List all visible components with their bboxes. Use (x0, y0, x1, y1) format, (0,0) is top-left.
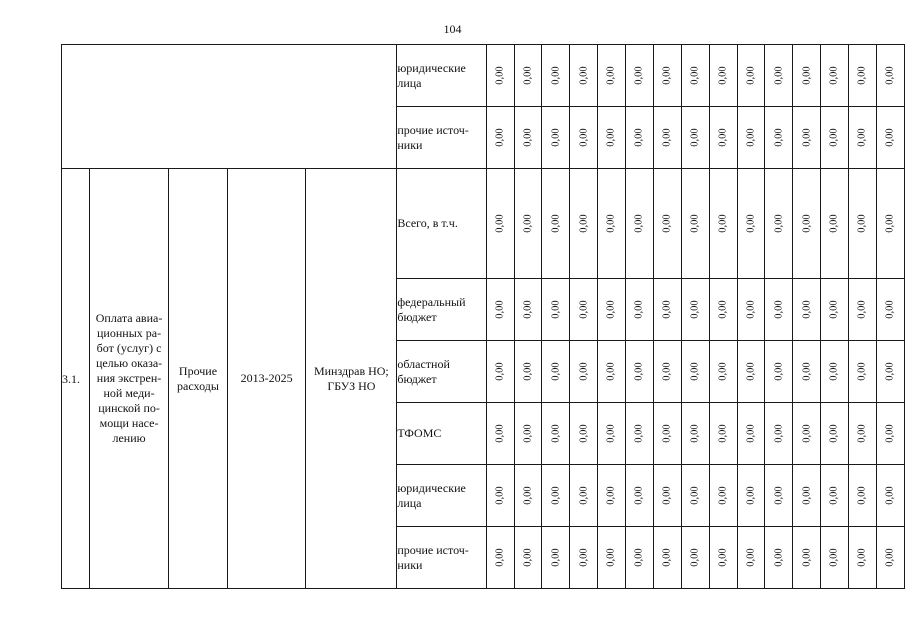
value-text: 0,00 (689, 424, 701, 443)
value-text: 0,00 (606, 486, 618, 505)
value-text: 0,00 (773, 362, 785, 381)
value-cell (793, 279, 821, 341)
value-cell (626, 279, 654, 341)
value-cell (626, 465, 654, 527)
value-cell (598, 169, 626, 279)
value-text: 0,00 (550, 214, 562, 233)
value-text: 0,00 (745, 66, 757, 85)
value-text: 0,00 (745, 300, 757, 319)
value-text: 0,00 (634, 128, 646, 147)
value-cell (486, 341, 514, 403)
value-cell (821, 107, 849, 169)
value-text: 0,00 (550, 128, 562, 147)
value-text: 0,00 (773, 548, 785, 567)
value-cell (570, 107, 598, 169)
value-cell (876, 169, 904, 279)
value-cell (765, 527, 793, 589)
value-text: 0,00 (634, 486, 646, 505)
value-text: 0,00 (578, 486, 590, 505)
item-index-cell (62, 169, 90, 589)
value-cell (653, 169, 681, 279)
value-cell (570, 527, 598, 589)
value-cell (486, 527, 514, 589)
value-cell (737, 527, 765, 589)
value-cell (765, 341, 793, 403)
value-cell (626, 107, 654, 169)
value-cell (570, 45, 598, 107)
value-cell (681, 403, 709, 465)
value-text: 0,00 (522, 486, 534, 505)
value-cell (765, 465, 793, 527)
value-cell (626, 45, 654, 107)
page-number: 104 (443, 22, 462, 36)
funding-source-cell (397, 341, 486, 403)
value-text: 0,00 (661, 214, 673, 233)
value-text: 0,00 (745, 424, 757, 443)
value-text: 0,00 (829, 548, 841, 567)
value-cell (681, 45, 709, 107)
merged-continuation-cell (62, 45, 397, 169)
value-text: 0,00 (801, 362, 813, 381)
value-text: 0,00 (522, 66, 534, 85)
value-cell (709, 341, 737, 403)
funding-source-label: прочие источ-ники (397, 542, 469, 572)
funding-source-label: юридические лица (397, 480, 466, 510)
value-cell (598, 341, 626, 403)
funding-source-cell (397, 403, 486, 465)
value-cell (514, 169, 542, 279)
value-cell (486, 465, 514, 527)
value-cell (598, 403, 626, 465)
value-cell (681, 169, 709, 279)
value-text: 0,00 (522, 128, 534, 147)
value-cell (793, 527, 821, 589)
value-cell (737, 45, 765, 107)
value-cell (542, 279, 570, 341)
value-cell (821, 169, 849, 279)
item-title-cell (90, 169, 169, 589)
value-text: 0,00 (661, 66, 673, 85)
value-text: 0,00 (801, 128, 813, 147)
value-cell (821, 465, 849, 527)
value-text: 0,00 (884, 214, 896, 233)
value-text: 0,00 (661, 424, 673, 443)
value-cell (737, 403, 765, 465)
value-cell (681, 527, 709, 589)
value-text: 0,00 (829, 362, 841, 381)
value-cell (514, 465, 542, 527)
value-text: 0,00 (578, 362, 590, 381)
value-text: 0,00 (689, 548, 701, 567)
value-text: 0,00 (494, 424, 506, 443)
value-cell (542, 527, 570, 589)
value-cell (598, 279, 626, 341)
value-cell (876, 107, 904, 169)
value-text: 0,00 (522, 424, 534, 443)
value-cell (876, 465, 904, 527)
item-index-cell-text: 3.1. (62, 371, 80, 386)
value-cell (514, 107, 542, 169)
value-cell (849, 279, 877, 341)
value-cell (681, 107, 709, 169)
value-cell (709, 527, 737, 589)
value-text: 0,00 (829, 424, 841, 443)
value-text: 0,00 (829, 300, 841, 319)
value-text: 0,00 (606, 128, 618, 147)
value-text: 0,00 (829, 214, 841, 233)
executors-cell-text: Минздрав НО; ГБУЗ НО (313, 363, 389, 393)
value-text: 0,00 (634, 66, 646, 85)
value-cell (681, 465, 709, 527)
value-cell (542, 169, 570, 279)
value-text: 0,00 (634, 548, 646, 567)
value-text: 0,00 (494, 362, 506, 381)
value-text: 0,00 (829, 486, 841, 505)
funding-source-cell (397, 169, 486, 279)
value-cell (681, 341, 709, 403)
value-cell (876, 403, 904, 465)
value-text: 0,00 (494, 486, 506, 505)
value-cell (514, 341, 542, 403)
value-text: 0,00 (634, 214, 646, 233)
value-cell (626, 341, 654, 403)
value-text: 0,00 (578, 424, 590, 443)
period-cell (227, 169, 305, 589)
value-text: 0,00 (689, 486, 701, 505)
value-text: 0,00 (494, 300, 506, 319)
value-text: 0,00 (606, 214, 618, 233)
value-text: 0,00 (745, 214, 757, 233)
value-cell (514, 279, 542, 341)
value-text: 0,00 (689, 300, 701, 319)
executors-cell (306, 169, 397, 589)
value-cell (570, 465, 598, 527)
value-cell (765, 403, 793, 465)
value-cell (709, 279, 737, 341)
value-text: 0,00 (578, 66, 590, 85)
funding-source-cell (397, 279, 486, 341)
value-cell (765, 107, 793, 169)
value-text: 0,00 (884, 128, 896, 147)
value-cell (626, 527, 654, 589)
value-text: 0,00 (884, 300, 896, 319)
funding-source-label: федеральный бюджет (397, 294, 466, 324)
value-text: 0,00 (634, 300, 646, 319)
value-cell (737, 107, 765, 169)
value-cell (542, 465, 570, 527)
value-cell (486, 279, 514, 341)
value-text: 0,00 (661, 128, 673, 147)
value-cell (570, 279, 598, 341)
value-text: 0,00 (884, 424, 896, 443)
value-cell (626, 403, 654, 465)
funding-source-cell (397, 45, 486, 107)
value-text: 0,00 (550, 486, 562, 505)
value-cell (709, 107, 737, 169)
value-text: 0,00 (801, 548, 813, 567)
value-text: 0,00 (829, 66, 841, 85)
value-text: 0,00 (801, 300, 813, 319)
value-text: 0,00 (661, 548, 673, 567)
value-cell (793, 403, 821, 465)
value-text: 0,00 (689, 214, 701, 233)
value-text: 0,00 (829, 128, 841, 147)
value-text: 0,00 (606, 424, 618, 443)
value-text: 0,00 (773, 486, 785, 505)
value-cell (598, 45, 626, 107)
value-cell (709, 169, 737, 279)
value-text: 0,00 (494, 66, 506, 85)
value-text: 0,00 (522, 362, 534, 381)
value-cell (486, 169, 514, 279)
value-cell (821, 45, 849, 107)
value-cell (793, 465, 821, 527)
value-cell (570, 403, 598, 465)
value-text: 0,00 (578, 300, 590, 319)
value-cell (653, 341, 681, 403)
value-cell (542, 107, 570, 169)
value-text: 0,00 (550, 66, 562, 85)
value-text: 0,00 (494, 548, 506, 567)
value-text: 0,00 (801, 424, 813, 443)
value-cell (542, 403, 570, 465)
value-cell (737, 279, 765, 341)
value-text: 0,00 (717, 66, 729, 85)
value-text: 0,00 (606, 362, 618, 381)
value-cell (598, 527, 626, 589)
value-text: 0,00 (717, 362, 729, 381)
value-text: 0,00 (550, 300, 562, 319)
value-cell (849, 169, 877, 279)
item-title-cell-text: Оплата авиа-ционных ра-бот (услуг) с целью оказа-ния экстрен-ной меди-цинской по-мощи насе-лению (95, 311, 163, 445)
funding-source-label: прочие источ-ники (397, 122, 469, 152)
value-text: 0,00 (550, 548, 562, 567)
value-text: 0,00 (494, 128, 506, 147)
value-text: 0,00 (857, 424, 869, 443)
value-text: 0,00 (522, 300, 534, 319)
value-text: 0,00 (661, 300, 673, 319)
value-cell (876, 279, 904, 341)
table-row (62, 169, 905, 279)
value-cell (486, 107, 514, 169)
value-cell (849, 465, 877, 527)
value-text: 0,00 (717, 214, 729, 233)
value-text: 0,00 (578, 128, 590, 147)
value-cell (514, 527, 542, 589)
value-text: 0,00 (745, 362, 757, 381)
value-text: 0,00 (606, 300, 618, 319)
value-text: 0,00 (745, 128, 757, 147)
value-cell (765, 279, 793, 341)
value-cell (653, 45, 681, 107)
value-cell (542, 341, 570, 403)
value-cell (793, 341, 821, 403)
value-text: 0,00 (884, 486, 896, 505)
value-cell (514, 45, 542, 107)
value-cell (486, 45, 514, 107)
value-text: 0,00 (801, 214, 813, 233)
value-text: 0,00 (689, 66, 701, 85)
value-cell (486, 403, 514, 465)
value-text: 0,00 (884, 548, 896, 567)
value-cell (765, 45, 793, 107)
value-cell (653, 107, 681, 169)
value-text: 0,00 (606, 548, 618, 567)
value-text: 0,00 (801, 66, 813, 85)
value-text: 0,00 (689, 362, 701, 381)
value-cell (821, 279, 849, 341)
funding-source-label: ТФОМС (397, 426, 442, 440)
value-cell (849, 403, 877, 465)
value-cell (598, 107, 626, 169)
value-cell (849, 341, 877, 403)
value-cell (626, 169, 654, 279)
value-text: 0,00 (717, 300, 729, 319)
value-text: 0,00 (550, 424, 562, 443)
value-cell (653, 527, 681, 589)
value-text: 0,00 (661, 486, 673, 505)
value-cell (737, 465, 765, 527)
value-cell (542, 45, 570, 107)
value-text: 0,00 (857, 214, 869, 233)
value-cell (653, 403, 681, 465)
value-text: 0,00 (857, 66, 869, 85)
value-cell (681, 279, 709, 341)
value-cell (821, 341, 849, 403)
value-text: 0,00 (578, 214, 590, 233)
value-cell (821, 403, 849, 465)
expense-type-cell-text: Прочие расходы (177, 363, 219, 393)
funding-source-label: юридические лица (397, 60, 466, 90)
value-cell (876, 341, 904, 403)
value-text: 0,00 (550, 362, 562, 381)
value-text: 0,00 (606, 66, 618, 85)
value-text: 0,00 (801, 486, 813, 505)
funding-source-label: областной бюджет (397, 356, 450, 386)
value-text: 0,00 (773, 424, 785, 443)
value-text: 0,00 (717, 486, 729, 505)
value-cell (849, 107, 877, 169)
value-text: 0,00 (773, 128, 785, 147)
value-text: 0,00 (578, 548, 590, 567)
value-cell (709, 403, 737, 465)
value-text: 0,00 (857, 486, 869, 505)
period-cell-text: 2013-2025 (240, 371, 293, 385)
value-text: 0,00 (717, 424, 729, 443)
value-cell (737, 169, 765, 279)
value-text: 0,00 (717, 128, 729, 147)
value-text: 0,00 (717, 548, 729, 567)
value-cell (514, 403, 542, 465)
value-text: 0,00 (884, 362, 896, 381)
funding-source-cell (397, 465, 486, 527)
value-text: 0,00 (661, 362, 673, 381)
value-cell (653, 465, 681, 527)
funding-source-label: Всего, в т.ч. (397, 216, 458, 230)
value-cell (737, 341, 765, 403)
value-cell (570, 169, 598, 279)
value-text: 0,00 (857, 128, 869, 147)
value-cell (849, 45, 877, 107)
value-cell (653, 279, 681, 341)
value-text: 0,00 (773, 300, 785, 319)
value-cell (876, 527, 904, 589)
value-text: 0,00 (884, 66, 896, 85)
value-text: 0,00 (689, 128, 701, 147)
value-text: 0,00 (857, 548, 869, 567)
value-text: 0,00 (634, 424, 646, 443)
value-cell (793, 107, 821, 169)
value-text: 0,00 (522, 548, 534, 567)
value-text: 0,00 (494, 214, 506, 233)
value-cell (793, 169, 821, 279)
value-text: 0,00 (634, 362, 646, 381)
value-cell (570, 341, 598, 403)
value-text: 0,00 (745, 486, 757, 505)
value-text: 0,00 (522, 214, 534, 233)
funding-source-cell (397, 107, 486, 169)
budget-table (61, 44, 905, 589)
value-cell (876, 45, 904, 107)
value-cell (849, 527, 877, 589)
funding-source-cell (397, 527, 486, 589)
value-cell (793, 45, 821, 107)
value-text: 0,00 (857, 362, 869, 381)
value-cell (598, 465, 626, 527)
value-cell (709, 45, 737, 107)
value-text: 0,00 (745, 548, 757, 567)
value-cell (765, 169, 793, 279)
expense-type-cell (169, 169, 228, 589)
value-text: 0,00 (773, 66, 785, 85)
value-cell (821, 527, 849, 589)
value-cell (709, 465, 737, 527)
value-text: 0,00 (857, 300, 869, 319)
value-text: 0,00 (773, 214, 785, 233)
table-row (62, 45, 905, 107)
